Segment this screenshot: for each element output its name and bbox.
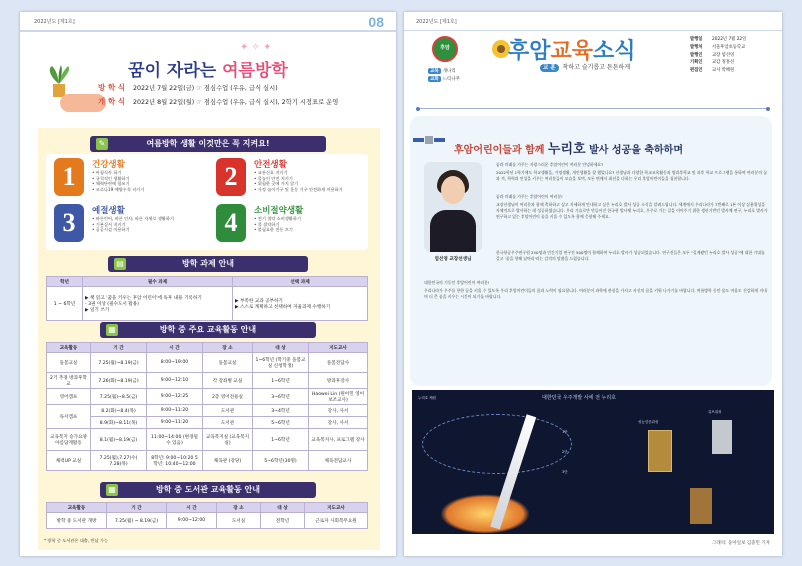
table-header: 필수 과제 xyxy=(83,277,233,287)
rule-title: 안전생활 xyxy=(254,160,287,170)
activities-banner-text: 방학 중 주요 교육활동 안내 xyxy=(159,325,257,334)
infographic-label: 3단 xyxy=(562,470,568,474)
infographic-label: 1단 xyxy=(562,430,568,434)
table-cell: 1~6학년 xyxy=(253,429,309,451)
rule-item: • 물 절약하기 xyxy=(254,221,280,227)
table-cell: 7.25(월)~8.5(금) xyxy=(91,389,147,405)
article-paragraph: 2022학년 1학기에도 학교생활을, 가정생활, 개인생활을 잘 했었나요? 선생님과 다양한 학교교육활동과 방과후학교 및 과후 학교 프로그램을 통하여 여러분의 꿈과 끼, 학력과 인성을 키우는 여러분들이 모습을 보며, 모든 면에서 최선을 다하는 우리 후암어린이들을 칭찬합니다. xyxy=(496,170,767,181)
table-row xyxy=(47,451,368,471)
school-tree-tag xyxy=(428,68,456,74)
table-cell: 강사, 사서 xyxy=(309,405,368,417)
infographic-label: 누리호 제원 xyxy=(418,396,437,400)
rule-items xyxy=(254,216,301,233)
table-cell: 돌봄교실 xyxy=(203,353,253,373)
required-task: ▶ 일기 쓰기 xyxy=(85,307,110,313)
rule-number: 1 xyxy=(54,158,84,196)
rule-item: • 가정 놀이기구 및 운동 기구 안전하게 이용하기 xyxy=(254,186,343,192)
rule-item: • 코로나19 예방수칙 지키기 xyxy=(92,186,145,192)
info-row xyxy=(690,67,774,75)
calendar-icon: ▦ xyxy=(106,484,118,496)
table-cell: 5~6학년 xyxy=(253,417,309,429)
divider-dot xyxy=(766,107,770,111)
satellite-illustration xyxy=(648,430,672,472)
nuri-rocket-infographic xyxy=(412,390,774,534)
table-cell xyxy=(83,287,233,321)
activities-table xyxy=(46,342,368,471)
table-header: 지도교사 xyxy=(305,503,368,513)
section-divider xyxy=(420,108,766,109)
table-header: 교육활동 xyxy=(47,343,91,353)
article-paragraph: 대한민국의 기둥인 후암어린이 여러분! xyxy=(424,280,490,285)
schedule-tag: 방 학 식 xyxy=(98,83,125,92)
article-paragraph: 교장선생님이 여러분과 함께 축하하고 싶고 자세하게 안내하고 싶은 누리호 발사 성공 소식을 알려드립니다. 세계에서 우리나라가 7번째로 1톤 이상 실용위성을 자체적으로 발사하는 데 성공하였습니다. 우리 기술로만 만들어진 한국형 발사체 누리호, 우주로 가는 길을 이어주기 위한 생산기반인 발사체 연구, 누리호 발사가 연구하고 있는 후암어린이 꿈을 키울 수 있도록 함께 응원해 주세요. xyxy=(496,202,768,219)
motto-text: 착하고 슬기롭고 튼튼하게 xyxy=(562,64,631,71)
emblem-text: 후암 xyxy=(440,45,450,51)
photo-caption: 염선영 교장선생님 xyxy=(434,257,472,262)
table-header: 선택 과제 xyxy=(233,277,368,287)
table-cell: 8.2(화)~8.4(목) xyxy=(91,405,147,417)
left-header xyxy=(20,12,396,124)
pencil-icon: ✎ xyxy=(96,138,108,150)
rule-item: • 체력단련에 힘쓰기 xyxy=(92,181,130,187)
info-row xyxy=(690,36,774,44)
page-number: 08 xyxy=(368,14,384,30)
table-cell: 독서캠프 xyxy=(47,405,91,429)
school-flower-tag xyxy=(428,76,460,82)
table-cell: 7.26(화)~8.19(금) xyxy=(91,373,147,389)
table-row xyxy=(47,287,368,321)
rule-item: • 위험한 곳에 가지 않기 xyxy=(254,181,299,187)
info-key: 발행처 xyxy=(690,44,703,50)
table-row xyxy=(47,389,368,405)
table-cell: 11:00~14:00 (변경될 수 있음) xyxy=(147,429,203,451)
table-cell: 1 ~ 6학년 xyxy=(47,287,83,321)
homework-table xyxy=(46,276,368,321)
table-cell: 도서관 xyxy=(203,417,253,429)
rule-item: • 교통신호 지키기 xyxy=(254,170,288,175)
motto-tag: 교 훈 xyxy=(540,64,559,72)
table-cell: 방과후강사 xyxy=(309,373,368,389)
table-cell: 방학 중 도서관 개방 xyxy=(47,513,107,529)
rule-item: • 기본질서 지키기 xyxy=(92,221,126,227)
table-cell: 3~4학년 xyxy=(253,405,309,417)
headline-part: 누리호 xyxy=(547,142,586,157)
satellite-icon xyxy=(412,128,446,152)
rule-item: • 규칙적인 생활하기 xyxy=(92,175,130,181)
table-header: 학년 xyxy=(47,277,83,287)
table-header: 장 소 xyxy=(217,503,261,513)
infographic-label: 2단 xyxy=(562,450,568,454)
header-divider xyxy=(20,30,396,32)
table-cell: 2기 추경 방과후학교 xyxy=(47,373,91,389)
photo-face xyxy=(441,176,465,204)
rules-banner xyxy=(90,136,326,152)
right-page xyxy=(404,12,782,556)
table-header: 지도교사 xyxy=(309,343,368,353)
table-cell: 7.25(월) ~ 8.19(금) xyxy=(107,513,167,529)
image-credit: 그래픽: 동아일보 김충민 기자 xyxy=(712,541,770,546)
article-paragraph: 꿈과 미래를 가꾸는 자랑스러운 후암어린이 여러분 안녕하세요? xyxy=(496,162,604,167)
info-value: 교사 박혜원 xyxy=(712,68,735,74)
table-cell: 영어캠프 xyxy=(47,389,91,405)
info-row xyxy=(690,52,774,60)
rules-banner-text: 여름방학 생활 이것만은 꼭 지켜요! xyxy=(146,139,270,148)
left-page xyxy=(20,12,396,556)
required-task: - 3권 이상 (필수도서 활용) xyxy=(85,301,139,307)
table-cell: 9:00~12:10 xyxy=(147,373,203,389)
info-value: 2022년 7월 22일 xyxy=(712,37,747,42)
optional-task: ▶ 부족한 교과 공부하기 xyxy=(235,298,283,304)
photo-suit xyxy=(430,210,476,252)
rocket-flame xyxy=(440,494,530,534)
table-cell: 3~6학년 xyxy=(253,389,309,405)
rule-item: • 물놀이 안전 지키기 xyxy=(254,175,293,181)
table-cell: 2층 영어전용실 xyxy=(203,389,253,405)
info-key: 발행인 xyxy=(690,52,703,58)
rule-item: • 공공시설 이용하기 xyxy=(92,227,130,233)
satellite-illustration xyxy=(690,488,712,524)
table-cell: 9:00~12:25 xyxy=(147,389,203,405)
table-row xyxy=(47,373,368,389)
table-cell: 근로자 사회복무요원 xyxy=(305,513,368,529)
table-cell: 1~6학년 (학기중 돌봄교실 신청학생) xyxy=(253,353,309,373)
article-paragraph: 한국항공우주연구원 250명과 민간기업 연구진 500명이 함께하여 누리호 발사가 성공되었습니다. 연구진들은 모두 "길게봤던 누리호 발사 성공"에 대한 기대를 갖고 '꿈을 향해 날아라'라는 감격의 말씀을 드렸습니다. xyxy=(496,250,765,261)
table-row xyxy=(47,405,368,417)
table-header: 시 간 xyxy=(147,343,203,353)
info-key: 편집인 xyxy=(690,68,703,74)
table-cell: 돌봄전담사 xyxy=(309,353,368,373)
rule-title: 건강생활 xyxy=(92,160,125,170)
title-part-2: 여름방학 xyxy=(222,61,288,81)
table-row xyxy=(47,429,368,451)
rule-number: 4 xyxy=(216,204,246,242)
book-icon: ▤ xyxy=(114,258,126,270)
library-table xyxy=(46,502,368,529)
rule-number: 3 xyxy=(54,204,84,242)
rule-items xyxy=(92,170,144,192)
info-value: 서울후암초등학교 xyxy=(712,44,746,50)
library-banner-text: 방학 중 도서관 교육활동 안내 xyxy=(156,485,260,494)
table-cell: Haowei Lin (원어민 영어보조교사) xyxy=(309,389,368,405)
rule-item: • 바른언어, 바른 인사, 바른 자세로 생활하기 xyxy=(92,216,174,221)
infographic-title: 대한민국 우주개발 사에 전 누리호 xyxy=(542,395,616,401)
newsletter-title xyxy=(508,34,636,65)
decorative-stars-icon: ✦ ✧ ✦ xyxy=(240,42,272,53)
rules-box xyxy=(46,154,368,250)
info-key: 발행일 xyxy=(690,37,703,42)
schedule-row-closing xyxy=(98,82,278,93)
info-value: 교감 정홍선 xyxy=(712,60,735,66)
table-cell xyxy=(233,287,368,321)
principal-photo xyxy=(424,162,482,252)
schedule-tag: 개 학 식 xyxy=(98,97,125,106)
table-header: 기 간 xyxy=(91,343,147,353)
table-cell: 1~6학년 xyxy=(253,373,309,389)
rule-number: 2 xyxy=(216,158,246,196)
infographic-label: 큐브위성 xyxy=(708,410,722,414)
table-row xyxy=(47,353,368,373)
info-row xyxy=(690,44,774,52)
publication-info xyxy=(690,36,774,86)
table-cell: 9:00~11:20 xyxy=(147,405,203,417)
article-headline xyxy=(454,138,683,157)
homework-banner-text: 방학 과제 안내 xyxy=(182,259,234,268)
table-cell: 8.1(월)~8.19(금) xyxy=(91,429,147,451)
satellite-illustration xyxy=(712,420,732,454)
title-word: 교육 xyxy=(550,39,594,64)
rule-card xyxy=(50,158,200,200)
table-cell: 9:00~11:20 xyxy=(147,417,203,429)
table-cell: 전학년 xyxy=(261,513,305,529)
table-cell: 9:00~12:00 xyxy=(167,513,217,529)
table-cell: 체육전담교사 xyxy=(309,451,368,471)
rule-items xyxy=(254,170,343,192)
tag-label: 교화 xyxy=(430,77,439,82)
table-cell: 5~6학년(30명) xyxy=(253,451,309,471)
activities-banner xyxy=(100,322,316,338)
table-cell: 8학년: 9:00~10:20 5학년: 10:40~12:00 xyxy=(147,451,203,471)
rule-card xyxy=(212,204,362,246)
left-issue-label: 2022년도 [제1호] xyxy=(34,19,75,25)
title-word: 후암 xyxy=(508,39,551,64)
required-task: ▶ 책 읽고 '꿈을 키우는 후암 어린이'에 독후 내용 기록하기 xyxy=(85,295,202,301)
table-cell: 8:00~19:00 xyxy=(147,353,203,373)
headline-part: 발사 성공을 축하하며 xyxy=(585,145,683,156)
table-header: 대 상 xyxy=(253,343,309,353)
homework-banner xyxy=(108,256,308,272)
infographic-label: 성능검증위성 xyxy=(638,420,659,424)
table-cell: 체육관 (강당) xyxy=(203,451,253,471)
table-cell: 도서실 xyxy=(217,513,261,529)
rule-item: • 불필요한 전등 끄기 xyxy=(254,227,293,233)
table-cell: 강사, 사서 xyxy=(309,417,368,429)
header-divider xyxy=(404,30,782,31)
right-issue-label: 2022년도 [제1호] xyxy=(416,19,457,25)
optional-task: ▶ 스스로 계획하고 선택하여 자율과제 수행하기 xyxy=(235,304,331,310)
tag-label: 교목 xyxy=(430,69,439,74)
table-header: 기 간 xyxy=(107,503,167,513)
library-banner xyxy=(100,482,316,498)
info-row xyxy=(690,59,774,67)
calendar-icon: ▦ xyxy=(106,324,118,336)
article-paragraph: 우리나라가 우주를 향한 꿈을 키울 수 있도록 우리 후암어린이들의 꿈과 노력이 필요합니다. 여러분이 과학에 관심을 가지고 자신의 꿈을 키워 나가기를 바랍니다. 여름방학 동안 몸도 마음도 건강하게 지내며 더 큰 꿈을 키우는 시간이 되기를 바랍니다. xyxy=(424,288,767,299)
schedule-text: 2022년 7월 22일(금) ☞ 점심수업 (우유, 급식 실시) xyxy=(132,85,278,92)
schedule-text: 2022년 8월 22일(월) ☞ 점심수업 (우유, 급식 실시), 2학기 시정표로 운영 xyxy=(132,99,339,106)
table-cell: 체력UP 교실 xyxy=(47,451,91,471)
library-note: * 방학 중 도서관은 대출, 반납 가능 xyxy=(44,538,108,543)
rule-item: • 전기 절약 소비생활하기 xyxy=(254,216,301,221)
table-cell: 8.9(화)~8.11(목) xyxy=(91,417,147,429)
article-paragraph: 꿈과 미래를 가꾸는 후암어린이 여러분! xyxy=(496,194,563,199)
info-key: 기획인 xyxy=(690,60,703,66)
headline-part: 후암어린이들과 함께 xyxy=(454,145,548,156)
title-word: 소식 xyxy=(593,39,636,64)
table-row xyxy=(47,417,368,429)
table-row xyxy=(47,513,368,529)
table-header: 대 상 xyxy=(261,503,305,513)
left-page-title xyxy=(20,56,396,81)
rule-item: • 아침식사 하기 xyxy=(92,170,122,175)
rule-card xyxy=(212,158,362,200)
table-header: 교육활동 xyxy=(47,503,107,513)
table-cell: 교육복지사, 프로그램 강사 xyxy=(309,429,368,451)
table-cell: 각 강좌별 교실 xyxy=(203,373,253,389)
title-part-1: 꿈이 자라는 xyxy=(128,61,223,81)
table-cell: 7.25(월)~8.19(금) xyxy=(91,353,147,373)
school-motto xyxy=(540,62,630,71)
table-cell: 돌봄교실 xyxy=(47,353,91,373)
table-cell: 도서관 xyxy=(203,405,253,417)
tag-value: 개나리 xyxy=(442,69,456,74)
info-value: 교장 염선영 xyxy=(712,52,735,58)
table-header: 장 소 xyxy=(203,343,253,353)
table-cell: 교육복지 승가요양 아름답게활동 xyxy=(47,429,91,451)
orbit-path xyxy=(422,414,572,474)
rule-title: 소비절약생활 xyxy=(254,206,304,216)
rule-items xyxy=(92,216,174,233)
rule-card xyxy=(50,204,200,246)
table-cell: 7.25(월),7.27(수) 7.28(목) xyxy=(91,451,147,471)
schedule-row-opening xyxy=(98,96,338,107)
tag-value: 느티나무 xyxy=(442,77,461,82)
table-header: 시 간 xyxy=(167,503,217,513)
rule-title: 예절생활 xyxy=(92,206,125,216)
table-cell: 교육복지실 (교육복지실) xyxy=(203,429,253,451)
